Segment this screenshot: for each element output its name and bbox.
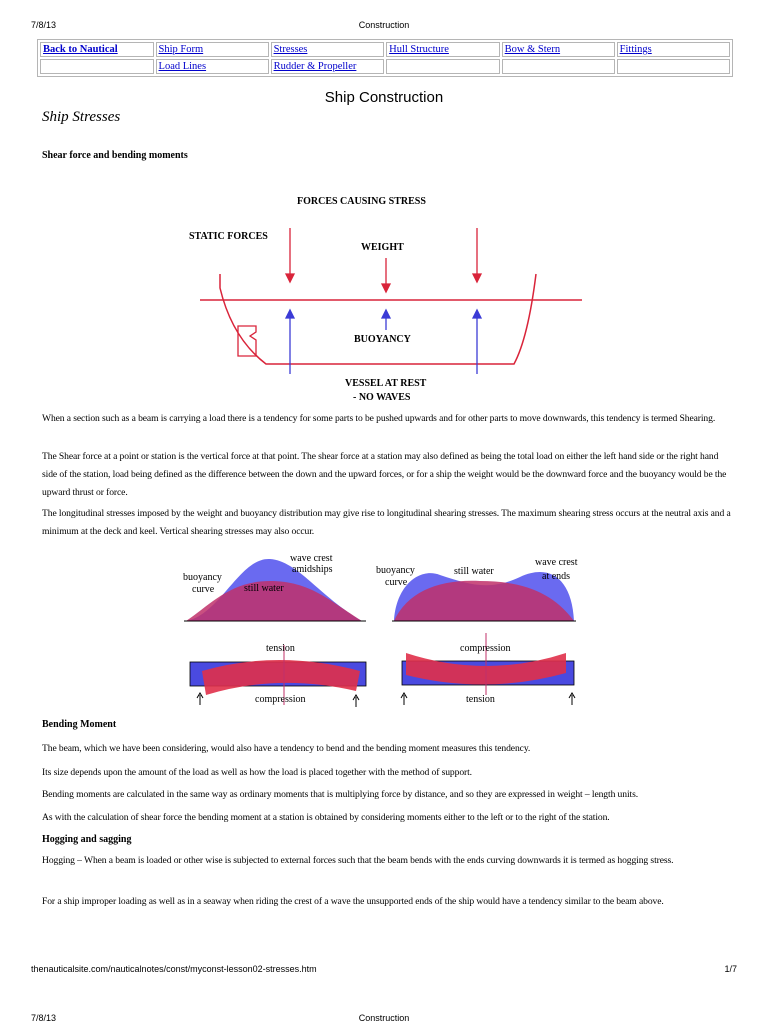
right-buoyancy-label-1: buoyancy xyxy=(376,565,415,576)
nav-link-bow-stern[interactable]: Bow & Stern xyxy=(504,44,561,55)
left-arrow-up-right xyxy=(353,695,359,707)
fig1-caption-1: VESSEL AT REST xyxy=(345,378,427,389)
print-footer xyxy=(31,964,737,976)
print-date-2: 7/8/13 xyxy=(31,1013,57,1023)
right-arrow-up-right xyxy=(569,693,575,705)
nav-cell xyxy=(40,42,154,57)
paragraph-bending-2: Its size depends upon the amount of the load as well as how the load is placed together with the method of support. xyxy=(42,767,472,778)
nav-row-1 xyxy=(40,42,730,57)
section-title: Ship Stresses xyxy=(42,109,121,125)
nav-cell xyxy=(271,59,385,74)
nav-link-back-to-nautical[interactable]: Back to Nautical xyxy=(43,44,118,55)
print-title-2: Construction xyxy=(358,1013,410,1023)
paragraph-longitudinal: The longitudinal stresses imposed by the weight and buoyancy distribution may give rise to longitudinal shearing stresses. The maximum shearing stress occurs at the neutral axis and a minimum at the deck and keel. Vertical shearing stresses may also occur. xyxy=(42,508,731,537)
hull-outline xyxy=(220,274,536,364)
heading-hogging: Hogging and sagging xyxy=(42,834,132,845)
paragraph-bending-3: Bending moments are calculated in the same way as ordinary moments that is multiplying force by distance, and so they are expressed in weight – length units. xyxy=(42,789,639,800)
nav-cell xyxy=(386,42,500,57)
paragraph-shearing: When a section such as a beam is carrying a load there is a tendency for some parts to be pushed upwards and for other parts to move downwards, this tendency is termed Shearing. xyxy=(42,413,716,424)
print-date: 7/8/13 xyxy=(31,20,57,30)
print-header xyxy=(31,20,737,32)
nav-link-load-lines[interactable]: Load Lines xyxy=(158,61,207,72)
fig1-weight-label: WEIGHT xyxy=(361,242,404,253)
paragraph-hogging: Hogging – When a beam is loaded or other wise is subjected to external forces such that the beam bends with the ends curving downwards it is termed as hogging stress. xyxy=(42,855,674,866)
left-buoyancy-label-1: buoyancy xyxy=(183,572,222,583)
paragraph-ship-hogging: For a ship improper loading as well as in a seaway when riding the crest of a wave the unsupported ends of the ship would have a tendency similar to the beam above. xyxy=(42,896,664,907)
print-title: Construction xyxy=(358,20,410,30)
right-crest-label-2: at ends xyxy=(542,571,571,582)
paragraph-bending-4: As with the calculation of shear force the bending moment at a station is obtained by considering moments either to the left or to the right of the station. xyxy=(42,812,610,823)
right-still-label: still water xyxy=(454,566,494,577)
left-arrow-up-left xyxy=(197,693,203,705)
nav-cell xyxy=(617,42,730,57)
nav-link-ship-form[interactable]: Ship Form xyxy=(158,44,204,55)
footer-url: thenauticalsite.com/nauticalnotes/const/myconst-lesson02-stresses.htm xyxy=(31,964,317,974)
left-tension-label: tension xyxy=(266,643,295,654)
page-title: Ship Construction xyxy=(324,89,444,106)
right-arrow-up-left xyxy=(401,693,407,705)
weight-arrows xyxy=(286,228,481,292)
left-buoyancy-label-2: curve xyxy=(192,584,215,595)
left-crest-label-1: wave crest xyxy=(290,553,333,564)
nav-cell-empty xyxy=(617,59,730,74)
paragraph-shear-force: The Shear force at a point or station is the vertical force at that point. The shear force at a station may also defined as being the total load on either the left hand side or the right hand side of the station, load being defined as the difference between the down and the upward forces, or for a ship the weight would be the downward force and the buoyancy would be the upward thrust or force. xyxy=(42,451,727,498)
paragraph-bending-1: The beam, which we have been considering, would also have a tendency to bend and the bending moment measures this tendency. xyxy=(42,743,531,754)
nav-cell-empty xyxy=(386,59,500,74)
nav-cell xyxy=(271,42,385,57)
nav-cell-empty xyxy=(40,59,154,74)
heading-shear: Shear force and bending moments xyxy=(42,150,188,161)
wave-stress-diagram xyxy=(180,545,590,710)
forces-diagram xyxy=(180,188,590,408)
nav-cell xyxy=(502,42,615,57)
right-crest-label-1: wave crest xyxy=(535,557,578,568)
nav-row-2 xyxy=(40,59,730,74)
left-still-label: still water xyxy=(244,583,284,594)
nav-cell-empty xyxy=(502,59,615,74)
nav-link-stresses[interactable]: Stresses xyxy=(273,44,308,55)
left-crest-label-2: amidships xyxy=(292,564,333,575)
fig1-buoyancy-label: BUOYANCY xyxy=(354,334,411,345)
footer-page-number: 1/7 xyxy=(724,964,737,974)
print-header-next-page xyxy=(31,1013,737,1025)
nav-table xyxy=(37,39,733,77)
nav-cell xyxy=(156,59,269,74)
right-tension-label: tension xyxy=(466,694,495,705)
fig1-title: FORCES CAUSING STRESS xyxy=(297,196,426,207)
nav-link-rudder-propeller[interactable]: Rudder & Propeller xyxy=(273,61,357,72)
nav-cell xyxy=(156,42,269,57)
rudder-shape xyxy=(238,326,256,356)
nav-link-hull-structure[interactable]: Hull Structure xyxy=(389,44,449,55)
fig1-static-label: STATIC FORCES xyxy=(189,231,268,242)
right-buoyancy-label-2: curve xyxy=(385,577,408,588)
heading-bending: Bending Moment xyxy=(42,719,117,730)
nav-link-fittings[interactable]: Fittings xyxy=(619,44,652,55)
fig1-caption-2: - NO WAVES xyxy=(353,392,411,403)
right-compression-label: compression xyxy=(460,643,511,654)
left-compression-label: compression xyxy=(255,694,306,705)
